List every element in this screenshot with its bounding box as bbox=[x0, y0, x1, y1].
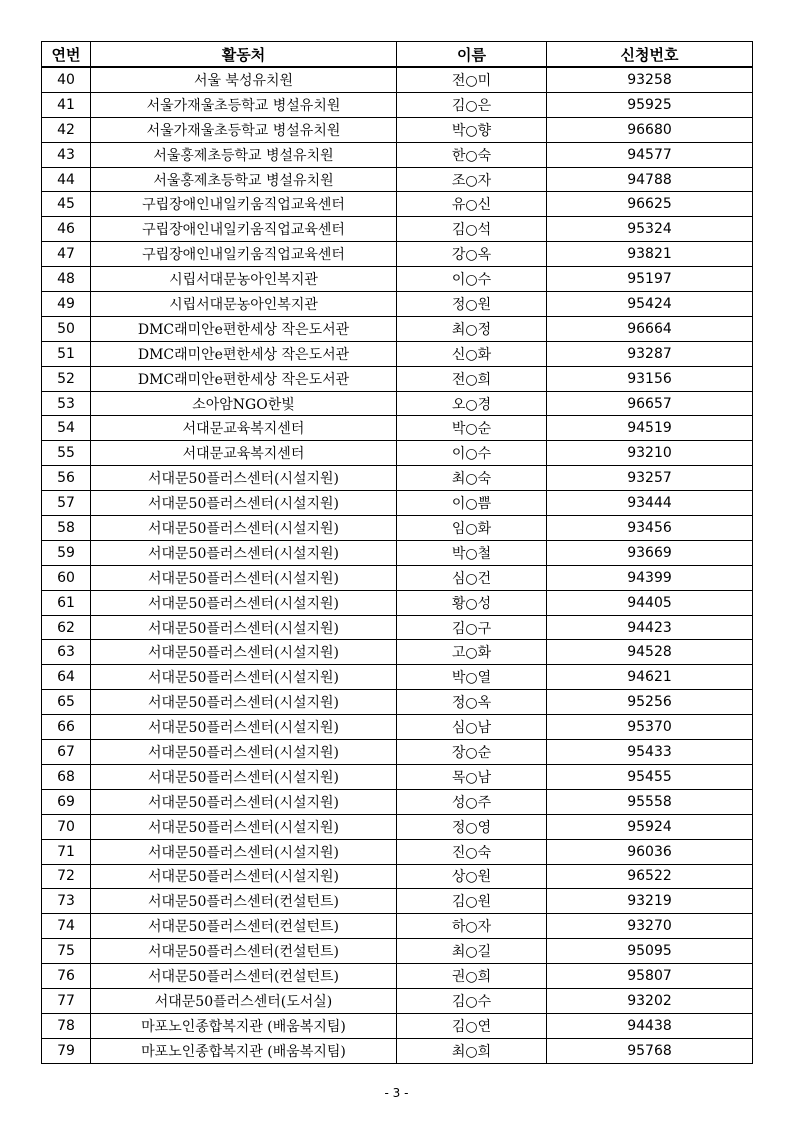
cell-name: 전○미 bbox=[397, 67, 547, 92]
cell-no: 60 bbox=[42, 565, 91, 590]
cell-place: 서대문50플러스센터(시설지원) bbox=[91, 864, 397, 889]
cell-name: 정○원 bbox=[397, 292, 547, 317]
table-row bbox=[42, 1013, 753, 1038]
cell-name: 심○건 bbox=[397, 565, 547, 590]
cell-application-no: 94405 bbox=[547, 590, 753, 615]
cell-place: 서대문50플러스센터(도서실) bbox=[91, 988, 397, 1013]
cell-name: 임○화 bbox=[397, 516, 547, 541]
table-row bbox=[42, 565, 753, 590]
table-row bbox=[42, 640, 753, 665]
cell-application-no: 93821 bbox=[547, 242, 753, 267]
cell-place: 서대문50플러스센터(시설지원) bbox=[91, 540, 397, 565]
cell-no: 49 bbox=[42, 292, 91, 317]
cell-application-no: 95558 bbox=[547, 789, 753, 814]
cell-no: 63 bbox=[42, 640, 91, 665]
cell-no: 43 bbox=[42, 142, 91, 167]
cell-place: 서대문50플러스센터(시설지원) bbox=[91, 615, 397, 640]
cell-no: 53 bbox=[42, 391, 91, 416]
cell-name: 전○희 bbox=[397, 366, 547, 391]
cell-no: 62 bbox=[42, 615, 91, 640]
cell-application-no: 93444 bbox=[547, 491, 753, 516]
cell-application-no: 93258 bbox=[547, 67, 753, 92]
cell-application-no: 95256 bbox=[547, 690, 753, 715]
cell-name: 진○숙 bbox=[397, 839, 547, 864]
table-row bbox=[42, 590, 753, 615]
table-row bbox=[42, 416, 753, 441]
cell-no: 40 bbox=[42, 67, 91, 92]
cell-application-no: 96625 bbox=[547, 192, 753, 217]
cell-no: 41 bbox=[42, 92, 91, 117]
cell-no: 51 bbox=[42, 341, 91, 366]
cell-name: 신○화 bbox=[397, 341, 547, 366]
table-row bbox=[42, 267, 753, 292]
table-row bbox=[42, 914, 753, 939]
cell-application-no: 94577 bbox=[547, 142, 753, 167]
table-row bbox=[42, 964, 753, 989]
header-name: 이름 bbox=[397, 42, 547, 68]
cell-name: 박○열 bbox=[397, 665, 547, 690]
table-row bbox=[42, 864, 753, 889]
cell-no: 73 bbox=[42, 889, 91, 914]
cell-name: 이○수 bbox=[397, 267, 547, 292]
cell-place: 서대문50플러스센터(시설지원) bbox=[91, 491, 397, 516]
cell-no: 65 bbox=[42, 690, 91, 715]
cell-no: 67 bbox=[42, 740, 91, 765]
cell-application-no: 95197 bbox=[547, 267, 753, 292]
cell-place: DMC래미안e편한세상 작은도서관 bbox=[91, 341, 397, 366]
cell-name: 최○숙 bbox=[397, 466, 547, 491]
cell-application-no: 96522 bbox=[547, 864, 753, 889]
cell-application-no: 94438 bbox=[547, 1013, 753, 1038]
table-row bbox=[42, 92, 753, 117]
table-row bbox=[42, 988, 753, 1013]
cell-application-no: 93257 bbox=[547, 466, 753, 491]
table-row bbox=[42, 764, 753, 789]
cell-name: 정○영 bbox=[397, 814, 547, 839]
cell-place: 서울홍제초등학교 병설유치원 bbox=[91, 167, 397, 192]
cell-no: 50 bbox=[42, 316, 91, 341]
header-row bbox=[42, 42, 753, 68]
cell-no: 52 bbox=[42, 366, 91, 391]
cell-place: 서울가재울초등학교 병설유치원 bbox=[91, 117, 397, 142]
cell-application-no: 95768 bbox=[547, 1038, 753, 1063]
cell-name: 김○원 bbox=[397, 889, 547, 914]
cell-name: 오○경 bbox=[397, 391, 547, 416]
cell-no: 46 bbox=[42, 217, 91, 242]
cell-name: 강○옥 bbox=[397, 242, 547, 267]
table-row bbox=[42, 142, 753, 167]
cell-place: 시립서대문농아인복지관 bbox=[91, 292, 397, 317]
cell-name: 하○자 bbox=[397, 914, 547, 939]
cell-no: 48 bbox=[42, 267, 91, 292]
page-number: - 3 - bbox=[384, 1086, 409, 1100]
cell-place: DMC래미안e편한세상 작은도서관 bbox=[91, 366, 397, 391]
table-row bbox=[42, 839, 753, 864]
cell-application-no: 96657 bbox=[547, 391, 753, 416]
cell-application-no: 96680 bbox=[547, 117, 753, 142]
cell-name: 성○주 bbox=[397, 789, 547, 814]
header-no: 연번 bbox=[42, 42, 91, 68]
cell-place: 서대문50플러스센터(시설지원) bbox=[91, 466, 397, 491]
table-row bbox=[42, 441, 753, 466]
cell-place: 시립서대문농아인복지관 bbox=[91, 267, 397, 292]
cell-place: 서대문50플러스센터(시설지원) bbox=[91, 665, 397, 690]
cell-no: 70 bbox=[42, 814, 91, 839]
cell-name: 박○향 bbox=[397, 117, 547, 142]
cell-application-no: 96036 bbox=[547, 839, 753, 864]
cell-place: 구립장애인내일키움직업교육센터 bbox=[91, 217, 397, 242]
table-row bbox=[42, 1038, 753, 1063]
table-row bbox=[42, 615, 753, 640]
table-header bbox=[42, 42, 753, 68]
cell-application-no: 94528 bbox=[547, 640, 753, 665]
cell-no: 45 bbox=[42, 192, 91, 217]
table-row bbox=[42, 341, 753, 366]
cell-application-no: 93219 bbox=[547, 889, 753, 914]
cell-no: 59 bbox=[42, 540, 91, 565]
header-place: 활동처 bbox=[91, 42, 397, 68]
cell-place: 마포노인종합복지관 (배움복지팀) bbox=[91, 1038, 397, 1063]
cell-place: 서대문50플러스센터(컨설턴트) bbox=[91, 889, 397, 914]
cell-no: 72 bbox=[42, 864, 91, 889]
table-row bbox=[42, 466, 753, 491]
table-row bbox=[42, 889, 753, 914]
cell-application-no: 95807 bbox=[547, 964, 753, 989]
cell-name: 목○남 bbox=[397, 764, 547, 789]
cell-application-no: 93210 bbox=[547, 441, 753, 466]
table-row bbox=[42, 242, 753, 267]
cell-no: 69 bbox=[42, 789, 91, 814]
cell-place: 마포노인종합복지관 (배움복지팀) bbox=[91, 1013, 397, 1038]
cell-place: 서대문50플러스센터(시설지원) bbox=[91, 516, 397, 541]
cell-name: 김○수 bbox=[397, 988, 547, 1013]
cell-application-no: 93669 bbox=[547, 540, 753, 565]
cell-place: 서대문50플러스센터(시설지원) bbox=[91, 565, 397, 590]
table-body bbox=[42, 67, 753, 1063]
cell-place: 서대문50플러스센터(컨설턴트) bbox=[91, 964, 397, 989]
table-row bbox=[42, 117, 753, 142]
table-row bbox=[42, 167, 753, 192]
cell-place: 서대문50플러스센터(시설지원) bbox=[91, 715, 397, 740]
cell-name: 유○신 bbox=[397, 192, 547, 217]
cell-application-no: 95925 bbox=[547, 92, 753, 117]
cell-application-no: 95433 bbox=[547, 740, 753, 765]
table-row bbox=[42, 217, 753, 242]
table-row bbox=[42, 740, 753, 765]
cell-name: 김○은 bbox=[397, 92, 547, 117]
cell-name: 김○석 bbox=[397, 217, 547, 242]
cell-place: 서대문교육복지센터 bbox=[91, 441, 397, 466]
volunteer-table bbox=[41, 41, 753, 1064]
cell-place: 구립장애인내일키움직업교육센터 bbox=[91, 242, 397, 267]
table-row bbox=[42, 316, 753, 341]
cell-name: 이○쁨 bbox=[397, 491, 547, 516]
cell-place: 서울홍제초등학교 병설유치원 bbox=[91, 142, 397, 167]
cell-application-no: 94519 bbox=[547, 416, 753, 441]
cell-no: 42 bbox=[42, 117, 91, 142]
table-row bbox=[42, 814, 753, 839]
cell-place: 서울 북성유치원 bbox=[91, 67, 397, 92]
cell-no: 77 bbox=[42, 988, 91, 1013]
table-row bbox=[42, 67, 753, 92]
cell-name: 박○철 bbox=[397, 540, 547, 565]
cell-place: 구립장애인내일키움직업교육센터 bbox=[91, 192, 397, 217]
cell-no: 68 bbox=[42, 764, 91, 789]
cell-no: 71 bbox=[42, 839, 91, 864]
cell-name: 최○정 bbox=[397, 316, 547, 341]
cell-application-no: 94788 bbox=[547, 167, 753, 192]
table-row bbox=[42, 192, 753, 217]
cell-place: 소아암NGO한빛 bbox=[91, 391, 397, 416]
cell-name: 상○원 bbox=[397, 864, 547, 889]
table-row bbox=[42, 391, 753, 416]
cell-no: 56 bbox=[42, 466, 91, 491]
cell-no: 75 bbox=[42, 939, 91, 964]
cell-no: 64 bbox=[42, 665, 91, 690]
cell-application-no: 93270 bbox=[547, 914, 753, 939]
cell-name: 한○숙 bbox=[397, 142, 547, 167]
table-row bbox=[42, 665, 753, 690]
cell-place: 서대문50플러스센터(시설지원) bbox=[91, 640, 397, 665]
table-row bbox=[42, 491, 753, 516]
cell-no: 76 bbox=[42, 964, 91, 989]
cell-place: DMC래미안e편한세상 작은도서관 bbox=[91, 316, 397, 341]
cell-application-no: 95924 bbox=[547, 814, 753, 839]
cell-place: 서대문50플러스센터(시설지원) bbox=[91, 814, 397, 839]
cell-place: 서대문50플러스센터(시설지원) bbox=[91, 590, 397, 615]
header-application-no: 신청번호 bbox=[547, 42, 753, 68]
cell-application-no: 95370 bbox=[547, 715, 753, 740]
cell-no: 66 bbox=[42, 715, 91, 740]
cell-no: 47 bbox=[42, 242, 91, 267]
cell-name: 최○희 bbox=[397, 1038, 547, 1063]
cell-no: 44 bbox=[42, 167, 91, 192]
cell-no: 61 bbox=[42, 590, 91, 615]
cell-no: 55 bbox=[42, 441, 91, 466]
cell-application-no: 94399 bbox=[547, 565, 753, 590]
cell-application-no: 95455 bbox=[547, 764, 753, 789]
table-row bbox=[42, 789, 753, 814]
cell-place: 서대문50플러스센터(시설지원) bbox=[91, 690, 397, 715]
cell-name: 김○연 bbox=[397, 1013, 547, 1038]
table-row bbox=[42, 939, 753, 964]
cell-application-no: 94423 bbox=[547, 615, 753, 640]
cell-place: 서대문교육복지센터 bbox=[91, 416, 397, 441]
cell-name: 김○구 bbox=[397, 615, 547, 640]
cell-place: 서대문50플러스센터(컨설턴트) bbox=[91, 939, 397, 964]
table-row bbox=[42, 690, 753, 715]
cell-application-no: 95324 bbox=[547, 217, 753, 242]
cell-application-no: 93456 bbox=[547, 516, 753, 541]
table-row bbox=[42, 366, 753, 391]
cell-name: 심○남 bbox=[397, 715, 547, 740]
cell-no: 79 bbox=[42, 1038, 91, 1063]
table-row bbox=[42, 516, 753, 541]
cell-no: 54 bbox=[42, 416, 91, 441]
cell-name: 이○수 bbox=[397, 441, 547, 466]
cell-application-no: 93156 bbox=[547, 366, 753, 391]
cell-name: 권○희 bbox=[397, 964, 547, 989]
cell-name: 장○순 bbox=[397, 740, 547, 765]
table-row bbox=[42, 292, 753, 317]
cell-application-no: 96664 bbox=[547, 316, 753, 341]
cell-name: 고○화 bbox=[397, 640, 547, 665]
cell-name: 최○길 bbox=[397, 939, 547, 964]
cell-place: 서대문50플러스센터(시설지원) bbox=[91, 740, 397, 765]
cell-application-no: 93202 bbox=[547, 988, 753, 1013]
cell-no: 74 bbox=[42, 914, 91, 939]
cell-application-no: 95095 bbox=[547, 939, 753, 964]
cell-name: 조○자 bbox=[397, 167, 547, 192]
table-row bbox=[42, 715, 753, 740]
cell-application-no: 93287 bbox=[547, 341, 753, 366]
cell-application-no: 95424 bbox=[547, 292, 753, 317]
cell-no: 78 bbox=[42, 1013, 91, 1038]
cell-place: 서대문50플러스센터(시설지원) bbox=[91, 789, 397, 814]
cell-name: 황○성 bbox=[397, 590, 547, 615]
cell-no: 58 bbox=[42, 516, 91, 541]
cell-place: 서대문50플러스센터(시설지원) bbox=[91, 764, 397, 789]
table-row bbox=[42, 540, 753, 565]
cell-place: 서대문50플러스센터(컨설턴트) bbox=[91, 914, 397, 939]
cell-no: 57 bbox=[42, 491, 91, 516]
cell-name: 박○순 bbox=[397, 416, 547, 441]
cell-name: 정○옥 bbox=[397, 690, 547, 715]
cell-application-no: 94621 bbox=[547, 665, 753, 690]
cell-place: 서울가재울초등학교 병설유치원 bbox=[91, 92, 397, 117]
cell-place: 서대문50플러스센터(시설지원) bbox=[91, 839, 397, 864]
